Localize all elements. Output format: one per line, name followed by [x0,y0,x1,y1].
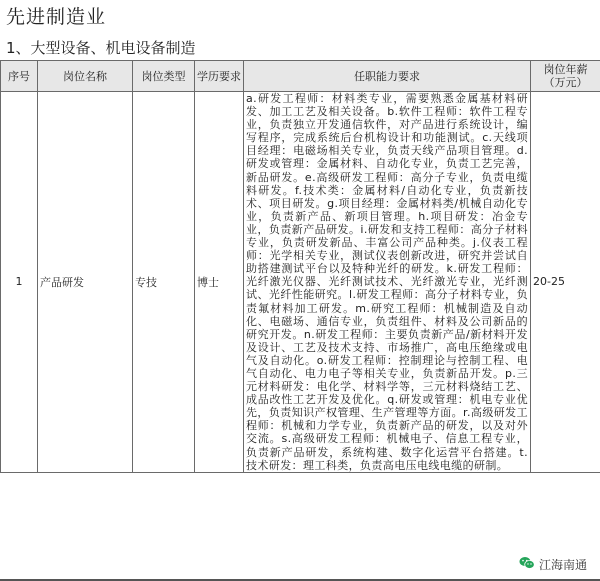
job-table [0,60,600,473]
header-requirements: 任职能力要求 [244,61,531,92]
cell-education: 博士 [195,92,244,473]
cell-position-type: 专技 [133,92,195,473]
wechat-icon [519,555,535,574]
header-position-name: 岗位名称 [38,61,133,92]
header-position-type: 岗位类型 [133,61,195,92]
watermark [516,554,590,575]
header-index: 序号 [1,61,38,92]
table-row [1,92,600,473]
header-salary: 岗位年薪（万元） [531,61,600,92]
cell-requirements: a.研发工程师：材料类专业，需要熟悉金属基材料研发、加工工艺及相关设备。b.软件工程师：软件工程专业，负责独立开发通信软件，对产品进行系统设计，编写程序，完成系统后台机构设计和功能测试。c.天线项目经理：电磁场相关专业，负责天线产品项目管理。d.研发或管理：金属材料、自动化专业，负责工艺完善，新品研发。e.高级研发工程师：高分子专业，负责电缆料研发。f.技术类：金属材料/自动化专业，负责新技术、项目研发。g.项目经理：金属材料类/机械自动化专业，负责新产品、新项目管理。h.项目研发：冶金专业，负责新产品研发。i.研发和支持工程师：高分子材料专业，负责研发新品、丰富公司产品种类。j.仪表工程师：光学相关专业，测试仪表创新改进，研究并尝试自助搭建测试平台以及特种光纤的研发。k.研发工程师：光纤激光仪器、光纤测试技术、光纤激光专业，光纤测试、光纤性能研究。l.研发工程师：高分子材料专业，负责氟材料加工研发。m.研究工程师：机械制造及自动化、电磁场、通信专业，负责组件、材料及公司新品的研究开发。n.研发工程师：主要负责新产品/新材料开发及设计、工艺及技术支持、市场推广，高电压绝缘或电气及自动化。o.研发工程师：控制理论与控制工程、电气自动化、电力电子等相关专业，负责新品开发。p.三元材料研发：电化学、材料学等，三元材料烧结工艺、成品改性工艺开发及优化。q.研发或管理：机电专业优先，负责知识产权管理、生产管理等方面。r.高级研发工程师：机械和力学专业，负责新产品的研发，以及对外交流。s.高级研发工程师：机械电子、信息工程专业，负责新产品研发，系统构建、数字化运营平台搭建。t.技术研发：理工科类，负责高电压电线电缆的研制。 [244,92,531,473]
section-title: 1、大型设备、机电设备制造 [6,39,196,57]
cell-index: 1 [1,92,38,473]
page-title: 先进制造业 [6,6,107,28]
cell-salary: 20-25 [531,92,600,473]
table-header-row [1,61,600,92]
watermark-text: 江海南通 [538,558,587,572]
cell-position-name: 产品研发 [38,92,133,473]
header-education: 学历要求 [195,61,244,92]
